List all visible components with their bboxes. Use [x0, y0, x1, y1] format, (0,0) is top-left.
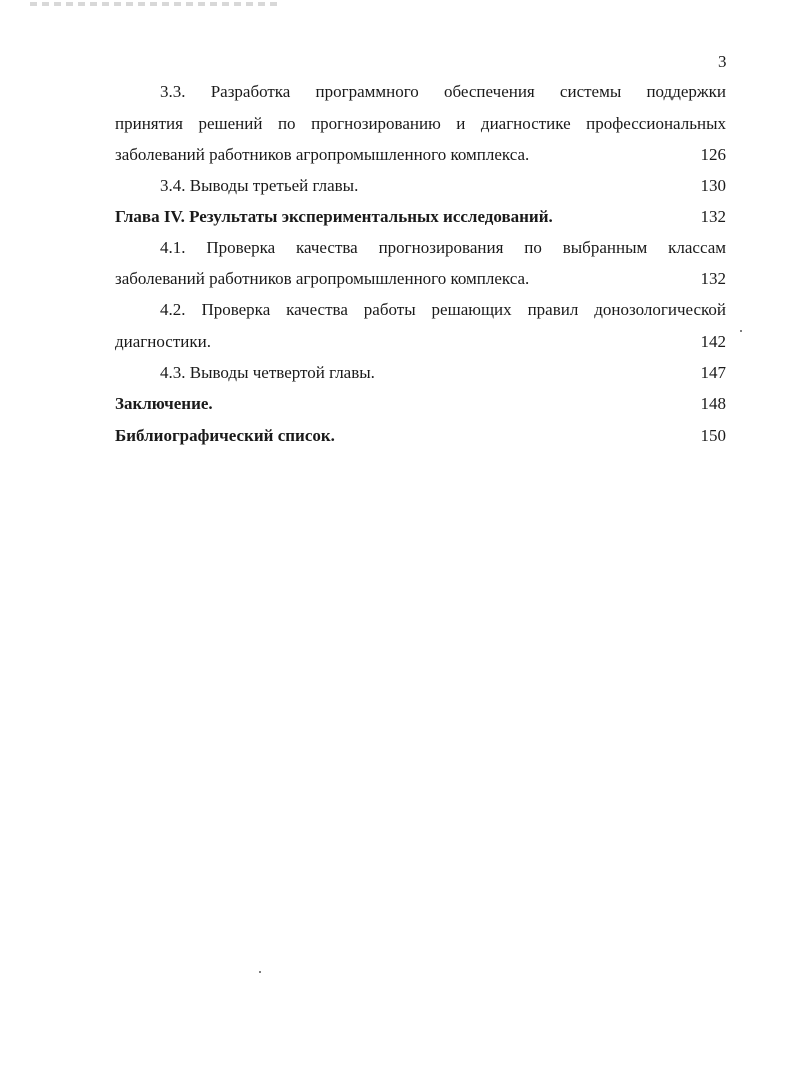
- section-number: 3.3.: [160, 82, 186, 101]
- page-number: 3: [718, 52, 727, 71]
- entry-text: Заключение.: [115, 394, 213, 413]
- page-ref: 130: [700, 176, 726, 195]
- page-ref: 132: [700, 269, 726, 288]
- page-ref: 148: [700, 394, 726, 413]
- page-ref: 126: [700, 145, 726, 164]
- entry-text: диагностики.: [115, 332, 211, 351]
- scan-speck: [259, 971, 261, 973]
- toc-entry-3-3-line-1: [160, 81, 726, 103]
- section-number: 4.1.: [160, 238, 186, 257]
- entry-text: Проверка качества работы решающих правил донозологической: [201, 300, 726, 319]
- page-ref: 150: [700, 426, 726, 445]
- page-ref: 132: [700, 207, 726, 226]
- entry-text: Библиографический список.: [115, 426, 335, 445]
- page-ref: 147: [700, 363, 726, 382]
- section-number: 4.2.: [160, 300, 186, 319]
- page-ref: 142: [700, 332, 726, 351]
- entry-text: Разработка программного обеспечения системы поддержки: [210, 82, 727, 101]
- scan-speck: [740, 330, 742, 332]
- toc-entry-4-1-line-1: [160, 237, 726, 259]
- toc-entry-4-2-line-1: [160, 299, 726, 321]
- entry-text: Проверка качества прогнозирования по выбранным классам: [206, 238, 726, 257]
- entry-text: заболеваний работников агропромышленного комплекса.: [115, 269, 530, 288]
- scan-artifact-header: [30, 2, 280, 6]
- entry-text: заболеваний работников агропромышленного комплекса.: [115, 145, 530, 164]
- entry-text: 3.4. Выводы третьей главы.: [160, 176, 359, 195]
- chapter-title: Глава IV. Результаты экспериментальных исследований.: [115, 207, 553, 226]
- entry-text: 4.3. Выводы четвертой главы.: [160, 363, 375, 382]
- toc-entry-3-3-line-2: принятия решений по прогнозированию и диагностике профессиональных: [115, 114, 726, 133]
